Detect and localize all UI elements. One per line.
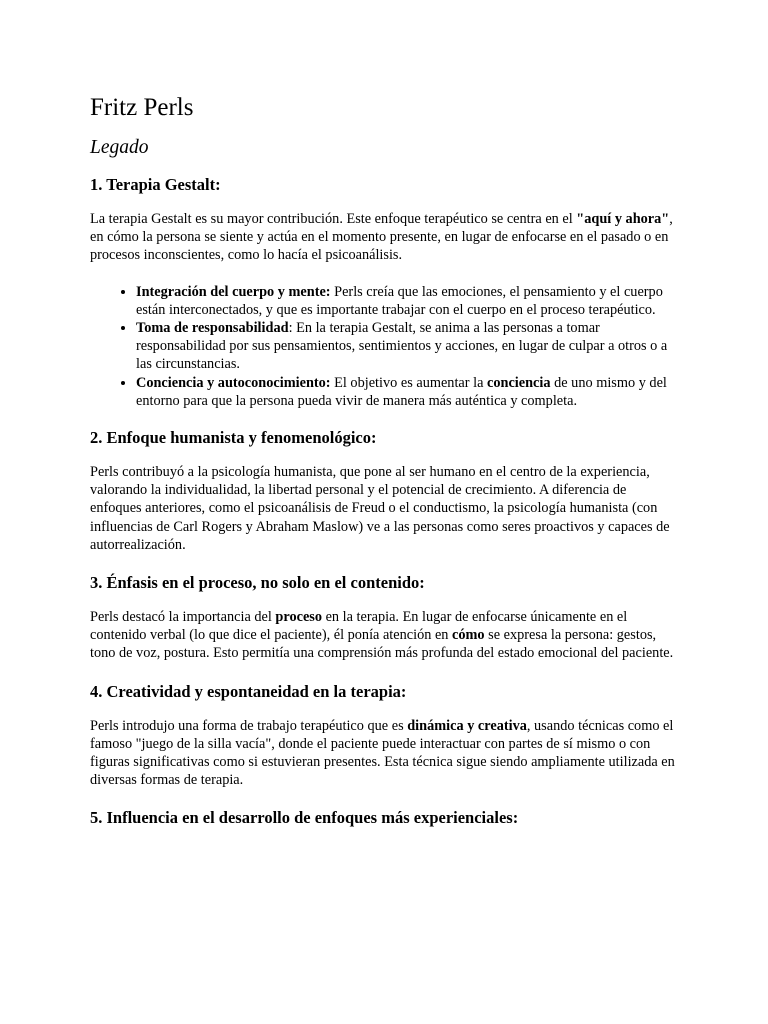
bullet-text: El objetivo es aumentar la	[330, 374, 487, 391]
section-2-heading: 2. Enfoque humanista y fenomenológico:	[90, 428, 377, 448]
intro-text-before: La terapia Gestalt es su mayor contribución. Este enfoque terapéutico se centra en el	[90, 211, 577, 227]
bullet-text: de uno mismo y del entorno para que la persona pueda vivir de manera más auténtica y completa.	[136, 374, 667, 409]
intro-text-after: , en cómo la persona se siente y actúa en el momento presente, en lugar de enfocarse en el pasado o en procesos inconscientes, como lo hacía el psicoanálisis.	[90, 211, 673, 264]
bullet-text: : En la terapia Gestalt, se anima a las personas a tomar responsabilidad por sus pensamientos, sentimientos y acciones, en lugar de culpar a otros o a las circunstancias.	[136, 320, 668, 373]
section-4-heading: 4. Creatividad y espontaneidad en la terapia:	[90, 681, 407, 701]
bullet-term: Conciencia y autoconocimiento:	[136, 374, 331, 391]
section-5-heading: 5. Influencia en el desarrollo de enfoques más experienciales:	[90, 808, 519, 828]
body-bold: proceso	[275, 609, 322, 626]
body-text: Perls destacó la importancia del	[90, 609, 276, 626]
section-1-heading: 1. Terapia Gestalt:	[90, 175, 221, 194]
body-text: en la terapia. En lugar de enfocarse únicamente en el contenido verbal (lo que dice el paciente), él ponía atención en	[90, 609, 628, 644]
bullet-term: Integración del cuerpo y mente:	[136, 283, 331, 300]
body-text: , usando técnicas como el famoso "juego de la silla vacía", donde el paciente puede interactuar con partes de sí mismo o con figuras significativas como si estuvieran presentes. Esta técnica sigue siendo ampliamente utilizada en diversas formas de terapia.	[90, 717, 675, 789]
bullet-bold: conciencia	[487, 374, 551, 391]
section-3-heading: 3. Énfasis en el proceso, no solo en el contenido:	[90, 573, 425, 593]
section-4-body	[90, 717, 680, 790]
bullet-item	[136, 374, 680, 410]
document-page	[90, 92, 680, 843]
body-bold: dinámica y creativa	[407, 717, 527, 734]
section-1-intro	[90, 210, 680, 265]
document-subtitle: Legado	[90, 137, 149, 158]
bullet-item	[136, 283, 680, 319]
section-1-bullet-list	[90, 283, 680, 410]
section-3-body	[90, 608, 680, 663]
bullet-term: Toma de responsabilidad	[136, 320, 289, 337]
intro-bold: "aquí y ahora"	[576, 211, 670, 227]
bullet-text: Perls creía que las emociones, el pensamiento y el cuerpo están interconectados, y que es importante trabajar con el cuerpo en el proceso terapéutico.	[136, 283, 663, 318]
bullet-item	[136, 319, 680, 374]
section-2-body: Perls contribuyó a la psicología humanista, que pone al ser humano en el centro de la experiencia, valorando la individualidad, la libertad personal y el potencial de crecimiento. A diferencia de enfoques anteriores, como el psicoanálisis de Freud o el conductismo, la psicología humanista (con influencias de Carl Rogers y Abraham Maslow) ve a las personas como seres proactivos y capaces de autorrealización.	[90, 464, 670, 553]
body-bold: cómo	[452, 627, 485, 644]
document-title: Fritz Perls	[90, 94, 194, 121]
body-text: se expresa la persona: gestos, tono de voz, postura. Esto permitía una comprensión más profunda del estado emocional del paciente.	[90, 627, 674, 662]
body-text: Perls introdujo una forma de trabajo terapéutico que es	[90, 717, 408, 734]
